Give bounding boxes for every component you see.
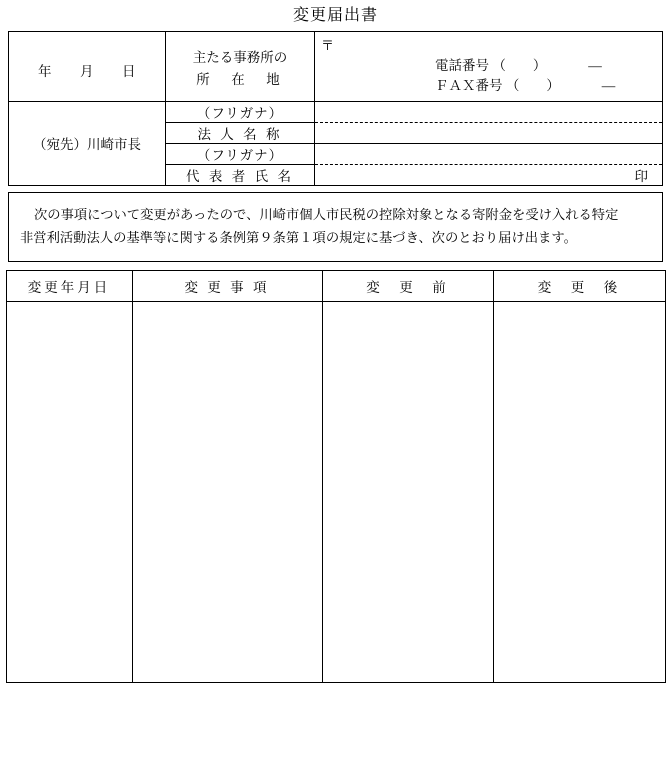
office-address-label (166, 32, 315, 102)
addressee-cell (9, 102, 166, 186)
office-address-label-line1: 主たる事務所の (192, 49, 288, 65)
column-header-change-date: 変更年月日 (6, 270, 132, 301)
contact-block (315, 54, 662, 101)
corporate-name-label: 法 人 名 称 (166, 123, 315, 144)
statement-line-1: 次の事項について変更があったので、川崎市個人市民税の控除対象となる寄附金を受け入れる特定 (34, 207, 619, 223)
telephone-paren: （ ） (492, 58, 547, 73)
table-row (9, 32, 663, 102)
fax-dash: ― (601, 77, 616, 93)
table-row (6, 301, 665, 682)
telephone-dash: ― (588, 58, 602, 73)
change-table-head (6, 270, 665, 301)
table-header-row (6, 270, 665, 301)
furigana-value-2[interactable] (315, 144, 663, 165)
change-details-table (6, 270, 666, 683)
date-and-addressee-cell (9, 32, 166, 102)
corporate-name-value[interactable] (315, 123, 663, 144)
cell-change-before[interactable] (322, 301, 493, 682)
telephone-row[interactable] (435, 56, 662, 76)
addressee-text: （宛先）川崎市長 (33, 136, 141, 152)
telephone-label: 電話番号 (435, 58, 489, 73)
office-address-value[interactable] (315, 32, 663, 102)
statement-box (8, 192, 663, 262)
cell-change-after[interactable] (493, 301, 665, 682)
column-header-after: 変 更 後 (493, 270, 665, 301)
applicant-header-table (8, 31, 663, 186)
furigana-label-2: （フリガナ） (166, 144, 315, 165)
cell-change-item[interactable] (132, 301, 322, 682)
change-table-body (6, 301, 665, 682)
office-address-label-line2: 所 在 地 (196, 71, 284, 87)
page-title: 変更届出書 (292, 7, 378, 24)
statement-line-2: 非営利活動法人の基準等に関する条例第９条第１項の規定に基づき、次のとおり届け出ます。 (20, 230, 577, 246)
representative-name-label: 代 表 者 氏 名 (166, 165, 315, 186)
column-header-before: 変 更 前 (322, 270, 493, 301)
column-header-change-item: 変 更 事 項 (132, 270, 322, 301)
table-row (9, 102, 663, 123)
cell-change-date[interactable] (6, 301, 132, 682)
furigana-value-1[interactable] (315, 102, 663, 123)
fax-row[interactable] (435, 76, 662, 96)
seal-mark: 印 (634, 169, 648, 185)
fax-label: ＦＡＸ番号 (435, 77, 503, 93)
postal-mark-icon: 〒 (321, 38, 335, 53)
representative-name-value[interactable] (315, 165, 663, 186)
date-line: 年 月 日 (38, 63, 136, 79)
furigana-label-1: （フリガナ） (166, 102, 315, 123)
fax-paren: （ ） (505, 77, 560, 93)
